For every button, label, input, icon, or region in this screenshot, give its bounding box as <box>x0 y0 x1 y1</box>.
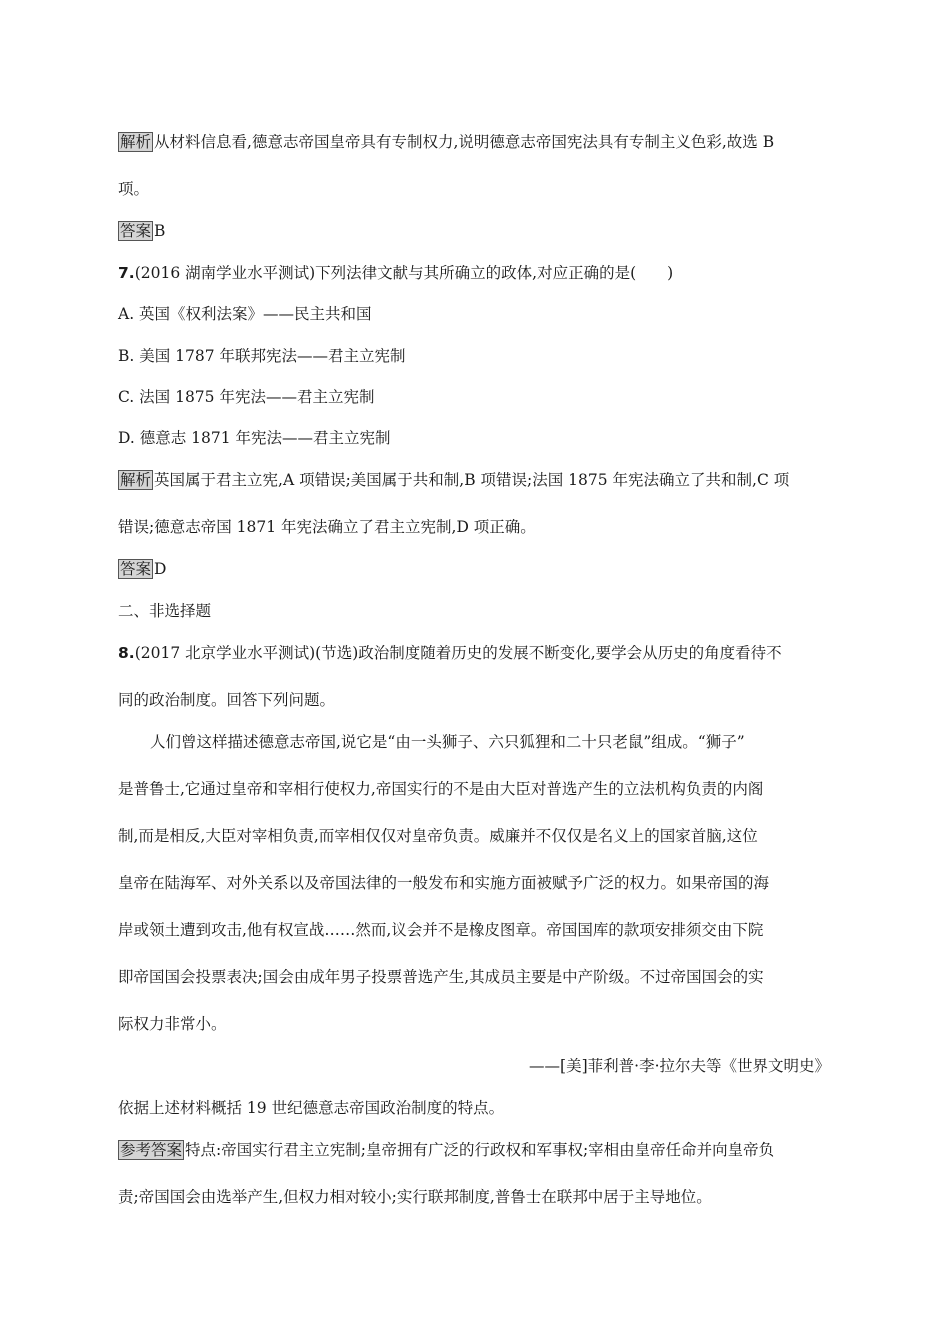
q8-material-line-7: 际权力非常小。 <box>118 1015 227 1033</box>
q6-answer: B <box>154 222 166 240</box>
q7-option-c: C. 法国 1875 年宪法——君主立宪制 <box>118 388 375 406</box>
q6-analysis-line-1 <box>118 131 774 153</box>
section-heading: 二、非选择题 <box>118 602 212 620</box>
q7-number: 7. <box>118 264 135 282</box>
answer-tag: 答案 <box>120 560 152 578</box>
q8-material-line-3: 制,而是相反,大臣对宰相负责,而宰相仅仅对皇帝负责。威廉并不仅仅是名义上的国家首脑,这位 <box>118 827 758 845</box>
q7-option-a: A. 英国《权利法案》——民主共和国 <box>118 305 372 323</box>
q7-analysis-text-1: 英国属于君主立宪,A 项错误;美国属于共和制,B 项错误;法国 1875 年宪法确立了共和制,C 项 <box>154 471 790 489</box>
reference-answer-tag: 参考答案 <box>120 1141 183 1159</box>
q8-source-citation: ——[美]菲利普·李·拉尔夫等《世界文明史》 <box>529 1057 830 1075</box>
q8-question: 依据上述材料概括 19 世纪德意志帝国政治制度的特点。 <box>118 1099 505 1117</box>
q8-material-line-4: 皇帝在陆海军、对外关系以及帝国法律的一般发布和实施方面被赋予广泛的权力。如果帝国的海 <box>118 874 770 892</box>
q6-analysis-line-2: 项。 <box>118 180 150 198</box>
q8-stem-line-1 <box>118 642 782 664</box>
q8-stem-1: (2017 北京学业水平测试)(节选)政治制度随着历史的发展不断变化,要学会从历史的角度看待不 <box>134 644 782 662</box>
q8-stem-line-2: 同的政治制度。回答下列问题。 <box>118 691 336 709</box>
q8-answer-text-1: 特点:帝国实行君主立宪制;皇帝拥有广泛的行政权和军事权;宰相由皇帝任命并向皇帝负 <box>185 1141 775 1159</box>
q7-stem: (2016 湖南学业水平测试)下列法律文献与其所确立的政体,对应正确的是( ) <box>134 264 674 282</box>
q7-answer: D <box>154 560 167 578</box>
q6-analysis-text-1: 从材料信息看,德意志帝国皇帝具有专制权力,说明德意志帝国宪法具有专制主义色彩,故选 B <box>154 133 775 151</box>
q8-material-line-6: 即帝国国会投票表决;国会由成年男子投票普选产生,其成员主要是中产阶级。不过帝国国会的实 <box>118 968 764 986</box>
q7-answer-line <box>118 558 166 580</box>
q7-option-d: D. 德意志 1871 年宪法——君主立宪制 <box>118 429 391 447</box>
q7-option-b: B. 美国 1787 年联邦宪法——君主立宪制 <box>118 347 406 365</box>
q7-stem-line <box>118 262 673 284</box>
analysis-tag: 解析 <box>120 133 152 151</box>
q8-material-line-1: 人们曾这样描述德意志帝国,说它是“由一头狮子、六只狐狸和二十只老鼠”组成。“狮子” <box>150 733 745 751</box>
analysis-tag: 解析 <box>120 471 152 489</box>
q8-number: 8. <box>118 644 135 662</box>
q7-analysis-line-1 <box>118 469 789 491</box>
q8-answer-line-2: 责;帝国国会由选举产生,但权力相对较小;实行联邦制度,普鲁士在联邦中居于主导地位。 <box>118 1188 712 1206</box>
answer-tag: 答案 <box>120 222 152 240</box>
q8-answer-line-1 <box>118 1139 774 1161</box>
q8-material-line-5: 岸或领土遭到攻击,他有权宣战……然而,议会并不是橡皮图章。帝国国库的款项安排须交由下院 <box>118 921 764 939</box>
q7-analysis-line-2: 错误;德意志帝国 1871 年宪法确立了君主立宪制,D 项正确。 <box>118 518 536 536</box>
q6-answer-line <box>118 220 165 242</box>
q8-material-line-2: 是普鲁士,它通过皇帝和宰相行使权力,帝国实行的不是由大臣对普选产生的立法机构负责的内阁 <box>118 780 764 798</box>
